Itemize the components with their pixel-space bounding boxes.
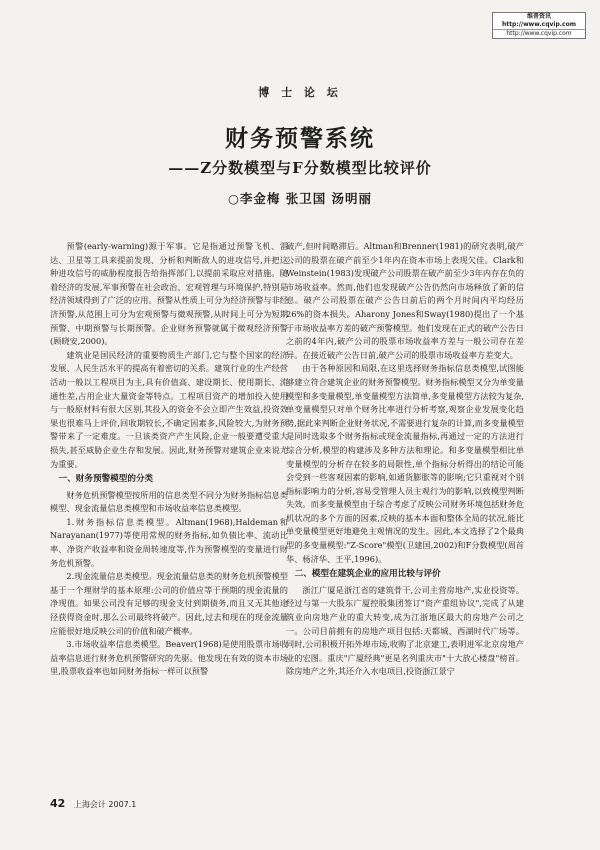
paragraph: 由于各种原因和局限,在这里选择财务指标信息类模型,试图能够建立符合建筑企业的财务预警模型。财务指标模型又分为单变量模型和多变量模型,单变量模型方法简单,多变量模型方法较为复杂,单变量模型只对单个财务比率进行分析考察,观察企业发展变化趋势,据此来判断企业财务状况,不需要进行复杂的计算,而多变量模型是同时选取多个财务指标或现金流量指标,再通过一定的方法进行综合分析,模型的构建涉及多种方法和理论。和多变量模型相比单变量模型的分析存在较多的局限性,单个指标分析得出的结论可能会受到一些客观因素的影响,如通货膨胀等的影响;它只重视对个别指标影响力的分析,容易受管理人员主观行为的影响,以致模型判断失效。而多变量模型由于综合考虑了反映公司财务环境包括财务危机状况的多个方面的因素,反映的基本本面和整体全局的状况,能比单变量模型更好地避免主观情况的发生。因此,本文选择了2个最典型的多变量模型:"Z-Score"模型(卫建国,2002)和F分数模型(周首华、杨济华、王平,1996)。 [286,363,524,564]
page-footer [50,797,136,810]
paragraph: 2.现金流量信息类模型。现金流量信息类的财务危机预警模型基于一个理财学的基本原理:公司的价值应等于预期的现金流量的净现值。如果公司没有足够的现金支付到期债务,而且又无其他途径获得资金时,那么公司最终将破产。因此,过去和现在的现金流量应能很好地反映公司的价值和破产概率。 [50,571,288,636]
section-heading: 一、财务预警模型的分类 [58,474,154,485]
paragraph: 1.财务指标信息类模型。Altman(1968),Haldeman和Narayanan(1977)等使用常规的财务指标,如负债比率、流动比率、净资产收益率和资金周转速度等,作为预警模型的变量进行财务危机预警。 [50,516,288,568]
paragraph: 破产,但时间略滞后。Altman和Brenner(1981)的研究表明,破产公司的股票在破产前至少1年内在资本市场上表现欠佳。Clark和Weinstein(1983)发现破产公司股票在破产前至少3年内存在负的市场收益率。然而,他们也发现破产公告仍然向市场释放了新的信息。破产公司股票在破产公告日前后的两个月时间内平均经历26%的资本损失。Aharony Jones和Sway(1980)提出了一个基于市场收益率方差的破产预警模型。他们发现在正式的破产公告日之前的4年内,破产公司的股票市场收益率方差与一般公司存在差异。在接近破产公告日前,破产公司的股票市场收益率方差变大。 [286,241,524,360]
author-line: ○李金梅 张卫国 汤明丽 [227,191,373,206]
paragraph: 财务危机预警模型按所用的信息类型不同分为财务指标信息类模型、现金流量信息类模型和市场收益率信息类模型。 [50,489,288,514]
watermark-line-1: 维普资讯 http://www.cqvip.com [493,13,585,30]
journal-name: 上海会计 [73,800,106,809]
column-tag: 博 士 论 坛 [258,86,342,99]
journal-issue: 2007.1 [108,800,137,809]
right-column [286,240,524,679]
left-column [50,240,288,679]
page-number: 42 [50,797,66,810]
section-heading: 二、模型在建筑企业的应用比较与评价 [294,569,441,580]
paragraph: 预警(early-warning)源于军事。它是指通过预警飞机、雷达、卫星等工具来提前发现、分析和判断敌人的进攻信号,并把这种进攻信号的威胁程度报告给指挥部门,以提前采取应对措施。随着经济的发展,军事预警在社会政治、宏观管理与环境保护,特别是经济领域得到了广泛的应用。预警从性质上可分为经济预警与非经济预警,从范围上可分为宏观预警与微观预警,从时间上可分为短期预警、中期预警与长期预警。企业财务预警就属于微观经济预警(顾晓安,2000)。 [50,241,288,347]
watermark [492,12,586,39]
paragraph: 3.市场收益率信息类模型。Beaver(1968)是使用股票市场收益率信息进行财务危机预警研究的先驱。他发现在有效的资本市场里,股票收益率也如同财务指标一样可以预警 [50,639,288,677]
article-title: 财务预警系统 [225,126,375,152]
paragraph: 建筑业是国民经济的重要物质生产部门,它与整个国家的经济发展、人民生活水平的提高有着密切的关系。建筑行业的生产经营活动一般以工程项目为主,具有价值高、建设期长、使用期长、流通性差,占用企业大量资金等特点。工程项目资产的增加投入使用与一般原材料有很大区别,其投入的资金不会立即产生效益,投资效果也很难马上评价,回收期较长,不确定因素多,风险较大,为财务预警带来了一定难度。一旦该类资产产生风险,企业一般要遭受重大损失,甚至威胁企业生存和发展。因此,财务预警对建筑企业来说尤为重要。 [50,349,288,469]
article-subtitle: ——Z分数模型与F分数模型比较评价 [168,159,432,177]
watermark-line-2: http://www.cqvip.com [506,30,572,37]
paragraph: 浙江广厦是浙江省的建筑骨干,公司主营房地产,实业投资等。经过与第一大股东广厦控股集团签订"资产重组协议",完成了从建筑业向房地产业的重大转变,成为江浙地区最大的房地产公司之一。公司目前拥有的房地产项目包括:天都城、西湖时代广场等。同时,公司积极开拓外埠市场,收购了北京建工,表明进军北京房地产业的宏图。重庆"广厦经典"更是名列重庆市"十大放心楼盘"榜首。除房地产之外,其还介入水电项目,投资浙江景宁 [286,584,524,677]
